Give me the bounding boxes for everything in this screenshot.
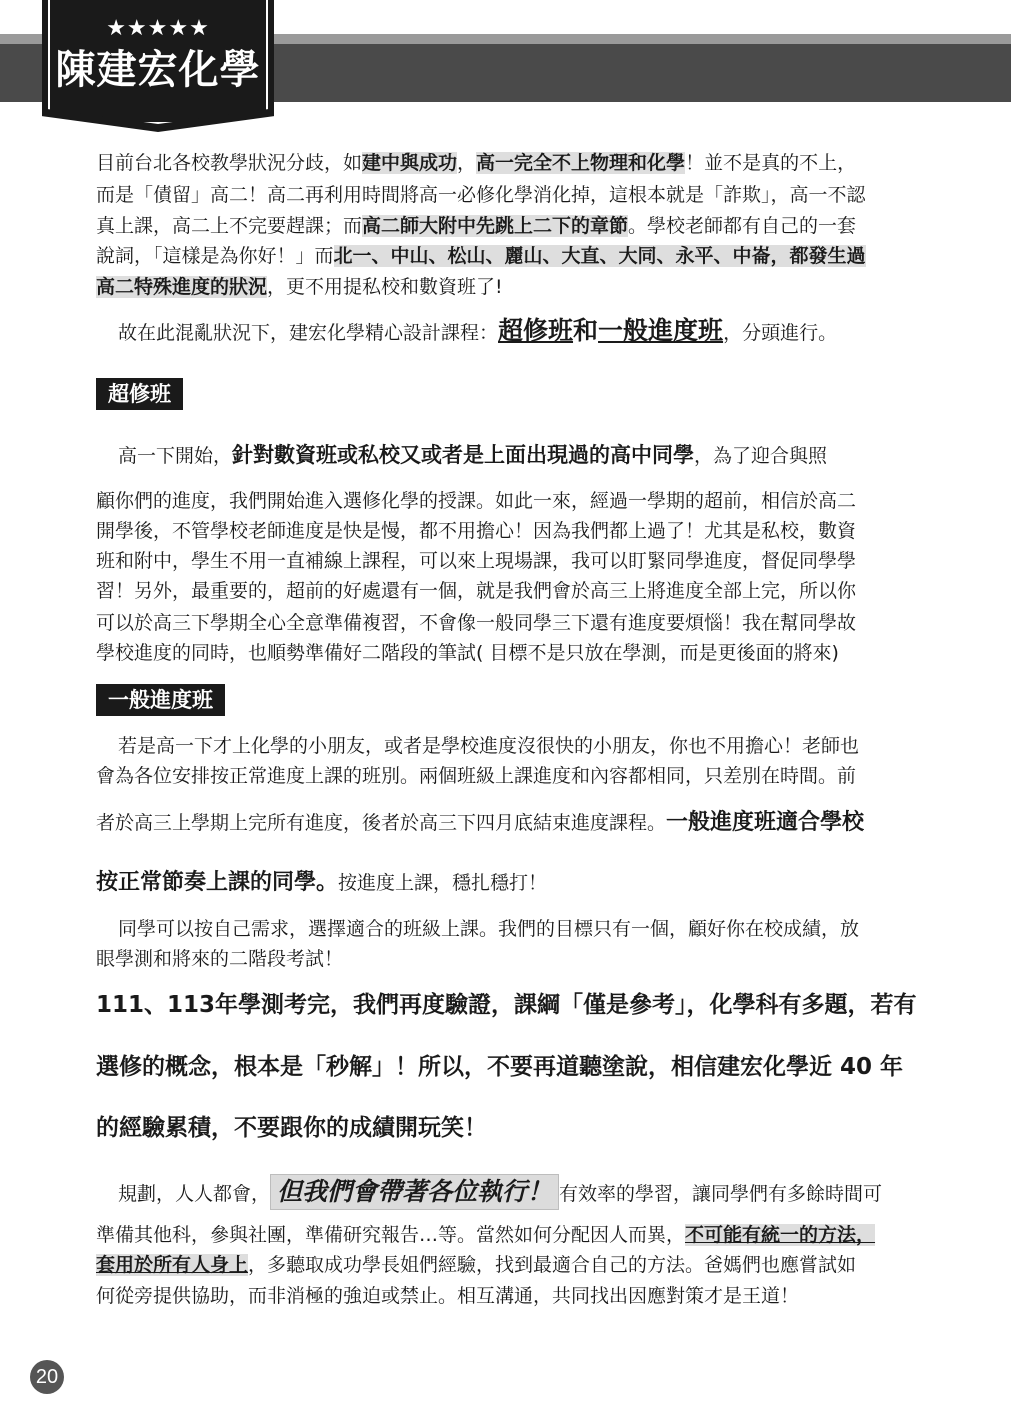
closing-line-3: 套用於所有人身上，多聽取成功學長姐們經驗，找到最適合自己的方法。爸媽們也應嘗試如 (96, 1254, 857, 1276)
sec2-line-1: 若是高一下才上化學的小朋友，或者是學校進度沒很快的小朋友，你也不用擔心！老師也 (118, 735, 860, 757)
sec1-line-3: 開學後，不管學校老師進度是快是慢，都不用擔心！因為我們都上過了！尤其是私校，數資 (96, 520, 857, 542)
callout-highlight: 但我們會帶著各位執行！ (270, 1174, 559, 1210)
closing-line-4: 何從旁提供協助，而非消極的強迫或禁止。相互溝通，共同找出因應對策才是王道！ (96, 1285, 800, 1307)
sec1-line-2: 顧你們的進度，我們開始進入選修化學的授課。如此一來，經過一學期的超前，相信於高二 (96, 490, 857, 512)
sec2-line-4: 按正常節奏上課的同學。按進度上課，穩扎穩打！ (96, 870, 548, 895)
sec2-line-3: 者於高三上學期上完所有進度，後者於高三下四月底結束進度課程。一般進度班適合學校 (96, 810, 865, 835)
sec1-line-4: 班和附中，學生不用一直補線上課程，可以來上現場課，我可以盯緊同學進度，督促同學學 (96, 550, 857, 572)
emphasis-line-2: 選修的概念，根本是「秒解」！所以，不要再道聽塗說，相信建宏化學近 40 年 (96, 1054, 904, 1080)
sec2-line-5: 同學可以按自己需求，選擇適合的班級上課。我們的目標只有一個，顧好你在校成績，放 (118, 918, 860, 940)
section-title-advanced: 超修班 (96, 378, 183, 410)
intro-line-5: 高二特殊進度的狀況，更不用提私校和數資班了! (96, 276, 503, 298)
sec2-line-6: 眼學測和將來的二階段考試！ (96, 948, 344, 970)
emphasis-line-1: 111、113年學測考完，我們再度驗證，課綱「僅是參考」，化學科有多題，若有 (96, 992, 917, 1018)
sec1-line-5: 習！另外，最重要的，超前的好處還有一個，就是我們會於高三上將進度全部上完，所以你 (96, 580, 857, 602)
intro-line-3: 真上課，高二上不完要趕課；而高二師大附中先跳上二下的章節。學校老師都有自己的一套 (96, 215, 857, 237)
sec1-line-6: 可以於高三下學期全心全意準備複習，不會像一般同學三下還有進度要煩惱！我在幫同學故 (96, 612, 857, 634)
plan-line: 故在此混亂狀況下，建宏化學精心設計課程：超修班和一般進度班，分頭進行。 (118, 316, 838, 345)
sec1-line-7: 學校進度的同時，也順勢準備好二階段的筆試( 目標不是只放在學測，而是更後面的將來) (96, 642, 839, 664)
intro-line-2: 而是「債留」高二！高二再利用時間將高一必修化學消化掉，這根本就是「詐欺」，高一不認 (96, 184, 866, 206)
star-icons: ★★★★★ (106, 16, 210, 41)
intro-line-1: 目前台北各校教學狀況分歧，如建中與成功，高一完全不上物理和化學！並不是真的不上， (96, 152, 857, 174)
section-title-regular: 一般進度班 (96, 684, 225, 716)
intro-line-4: 說詞，「這樣是為你好！」而北一、中山、松山、麗山、大直、大同、永平、中崙，都發生過 (96, 245, 866, 267)
page-number: 20 (30, 1360, 64, 1394)
sec2-line-2: 會為各位安排按正常進度上課的班別。兩個班級上課進度和內容都相同，只差別在時間。前 (96, 765, 857, 787)
closing-line-2: 準備其他科，參與社團，準備研究報告…等。當然如何分配因人而異，不可能有統一的方法， (96, 1224, 876, 1246)
emphasis-line-3: 的經驗累積，不要跟你的成績開玩笑！ (96, 1115, 487, 1141)
closing-line-1: 規劃，人人都會， 但我們會帶著各位執行！ 有效率的學習，讓同學們有多餘時間可 (118, 1174, 918, 1210)
sec1-line-1: 高一下開始，針對數資班或私校又或者是上面出現過的高中同學，為了迎合與照 (118, 443, 828, 467)
brand-title: 陳建宏化學 (55, 47, 261, 93)
